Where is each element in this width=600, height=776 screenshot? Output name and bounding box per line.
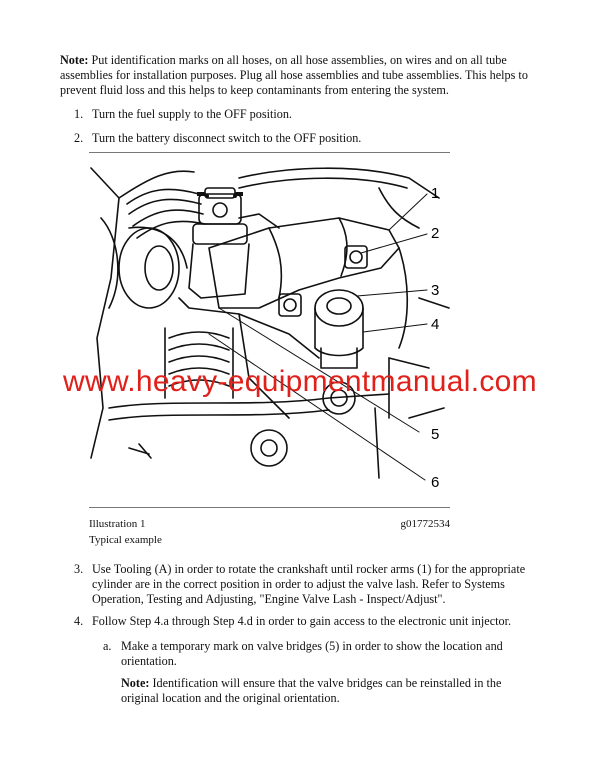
note-paragraph-2 bbox=[121, 676, 541, 706]
step-text: Follow Step 4.a through Step 4.d in order to gain access to the electronic unit injector. bbox=[92, 614, 512, 628]
step-number: 3. bbox=[74, 562, 84, 576]
substep-a bbox=[103, 639, 543, 670]
step-text: Turn the fuel supply to the OFF position. bbox=[92, 107, 292, 121]
rocker-arm-drawing bbox=[89, 158, 450, 498]
note-label: Note: bbox=[121, 676, 150, 690]
substep-number: a. bbox=[103, 639, 112, 653]
figure-top-rule bbox=[89, 152, 450, 153]
note-text: Put identification marks on all hoses, on all hose assemblies, on wires and on all tube assemblies for installation purposes. Plug all hose assemblies and tube assemblies. This helps to prevent fluid loss and this helps to keep contaminants from entering the system. bbox=[60, 53, 528, 97]
callout-6: 6 bbox=[431, 474, 440, 491]
illustration-caption: Typical example bbox=[89, 534, 162, 546]
step-1 bbox=[74, 107, 544, 122]
watermark: www.heavy-equipmentmanual.com bbox=[63, 365, 537, 398]
note-label: Note: bbox=[60, 53, 89, 67]
step-number: 2. bbox=[74, 131, 84, 145]
callout-4: 4 bbox=[431, 316, 440, 333]
step-2 bbox=[74, 131, 544, 146]
figure-bottom-rule bbox=[89, 507, 450, 508]
step-number: 1. bbox=[74, 107, 84, 121]
illustration-id: g01772534 bbox=[400, 518, 450, 530]
illustration-label: Illustration 1 bbox=[89, 518, 146, 530]
note-paragraph bbox=[60, 53, 550, 98]
step-4 bbox=[74, 614, 554, 629]
step-text: Use Tooling (A) in order to rotate the crankshaft until rocker arms (1) for the appropriate cylinder are in the correct position in order to adjust the valve lash. Refer to Systems Operation, Testing and Adjusting, "Engine Valve Lash - Inspect/Adjust". bbox=[92, 562, 526, 606]
note-text: Identification will ensure that the valve bridges can be reinstalled in the original location and the original orientation. bbox=[121, 676, 502, 705]
callout-5: 5 bbox=[431, 426, 440, 443]
step-text: Turn the battery disconnect switch to the OFF position. bbox=[92, 131, 362, 145]
step-number: 4. bbox=[74, 614, 84, 628]
engine-illustration bbox=[89, 158, 450, 498]
callout-1: 1 bbox=[431, 185, 440, 202]
callout-2: 2 bbox=[431, 225, 440, 242]
callout-3: 3 bbox=[431, 282, 440, 299]
step-3 bbox=[74, 562, 554, 608]
substep-text: Make a temporary mark on valve bridges (5) in order to show the location and orientation. bbox=[121, 639, 503, 668]
